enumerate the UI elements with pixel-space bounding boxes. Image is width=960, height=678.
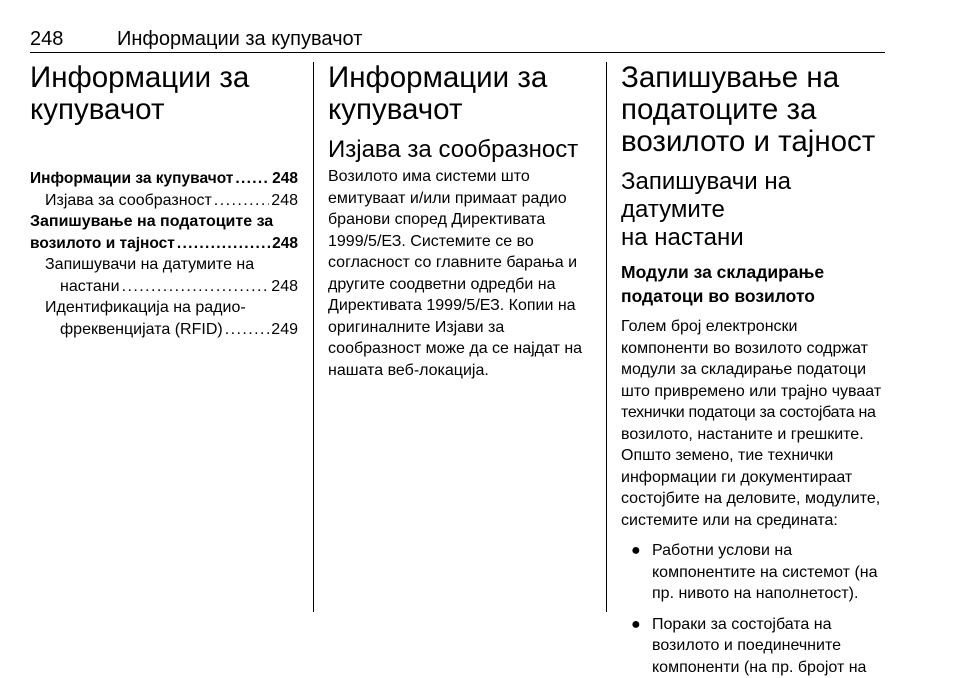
text-line: Голем број електронски [621, 316, 889, 338]
text-line: состојбите на деловите, модулите, [621, 488, 889, 510]
declaration-paragraph [328, 166, 594, 381]
toc-entry-label: возилото и тајност [30, 233, 175, 255]
toc-entry-label: фреквенцијата (RFID) [60, 319, 223, 341]
subsection-heading [621, 168, 889, 252]
section-heading-line: купувачот [328, 94, 594, 126]
subsection-heading-line: на настани [621, 224, 889, 252]
section-heading [328, 62, 594, 126]
toc-entry-page: 248 [271, 190, 298, 212]
bullet-icon: ● [631, 540, 641, 562]
text-line: возилото, настаните и грешките. [621, 424, 889, 446]
text-line: компоненти во возилото содржат [621, 338, 889, 360]
section-heading-line: податоците за [621, 94, 889, 126]
toc-entry-page: 248 [272, 233, 298, 255]
column-divider-2 [606, 62, 607, 612]
text-line: модули за складирање податоци [621, 359, 889, 381]
subsection-heading-line: Запишувачи на датумите [621, 168, 889, 224]
toc-leader [122, 276, 270, 298]
page-number: 248 [30, 28, 63, 51]
subsubsection-heading [621, 260, 889, 308]
text-line: нашата веб-локација. [328, 360, 594, 382]
toc-leader [214, 190, 270, 212]
toc-heading [30, 62, 298, 126]
toc-entry[interactable] [30, 190, 298, 212]
text-line: емитуваат и/или примаат радио [328, 188, 594, 210]
column-divider-1 [313, 62, 314, 612]
toc-entry-label: Запишување на податоците за [30, 211, 298, 233]
text-line: Возилото има системи што [328, 166, 594, 188]
text-line: пр. нивото на наполнетост). [652, 583, 889, 605]
toc-entry[interactable] [30, 168, 298, 190]
text-line: информации ги документираат [621, 467, 889, 489]
section-heading-line: Запишување на [621, 62, 889, 94]
text-line: сообразност може да се најдат на [328, 338, 594, 360]
bullet-list [621, 540, 889, 678]
toc-entry[interactable] [30, 297, 298, 340]
toc-entry[interactable] [30, 254, 298, 297]
section-heading-line: возилото и тајност [621, 126, 889, 158]
toc-entry-page: 248 [271, 276, 298, 298]
toc-entry[interactable] [30, 211, 298, 254]
text-line: Работни услови на [652, 540, 889, 562]
toc-leader [225, 319, 270, 341]
text-line: бранови според Директивата [328, 209, 594, 231]
section-heading [621, 62, 889, 158]
toc-entry-page: 248 [272, 168, 298, 190]
text-line: другите соодветни одредби на [328, 274, 594, 296]
text-line: возилото и поединечните [652, 635, 889, 657]
declaration-column [328, 62, 594, 381]
text-line: системите или на средината: [621, 510, 889, 532]
toc-entry-label: настани [60, 276, 120, 298]
text-line: технички податоци за состојбата на [621, 402, 889, 424]
text-line: согласност со главните барања и [328, 252, 594, 274]
list-item [621, 614, 889, 678]
subsubsection-heading-line: податоци во возилото [621, 284, 889, 308]
subsection-heading: Изјава за сообразност [328, 136, 594, 164]
text-line: 1999/5/ЕЗ. Системите се во [328, 231, 594, 253]
text-line: оригиналните Изјави за [328, 317, 594, 339]
data-recording-column [621, 62, 889, 678]
text-line: Директивата 1999/5/ЕЗ. Копии на [328, 295, 594, 317]
toc-entry-label: Запишувачи на датумите на [30, 254, 298, 276]
toc-heading-line: купувачот [30, 94, 298, 126]
subsubsection-heading-line: Модули за складирање [621, 260, 889, 284]
toc-leader [177, 233, 270, 255]
toc-entry-label: Изјава за сообразност [45, 190, 212, 212]
text-line: Општо земено, тие технички [621, 445, 889, 467]
list-item [621, 540, 889, 605]
section-heading-line: Информации за [328, 62, 594, 94]
data-modules-paragraph [621, 316, 889, 531]
toc-leader [235, 168, 270, 190]
text-line: компонентите на системот (на [652, 562, 889, 584]
toc-entry-label: Идентификација на радио- [30, 297, 298, 319]
bullet-icon: ● [631, 614, 641, 636]
text-line: што привремено или трајно чуваат [621, 381, 889, 403]
toc-heading-line: Информации за [30, 62, 298, 94]
toc-column [30, 62, 298, 340]
page-header [30, 26, 885, 53]
toc-entry-label: Информации за купувачот [30, 168, 233, 190]
toc-entry-page: 249 [271, 319, 298, 341]
running-title: Информации за купувачот [117, 28, 362, 51]
text-line: компоненти (на пр. бројот на [652, 657, 889, 678]
text-line: Пораки за состојбата на [652, 614, 889, 636]
